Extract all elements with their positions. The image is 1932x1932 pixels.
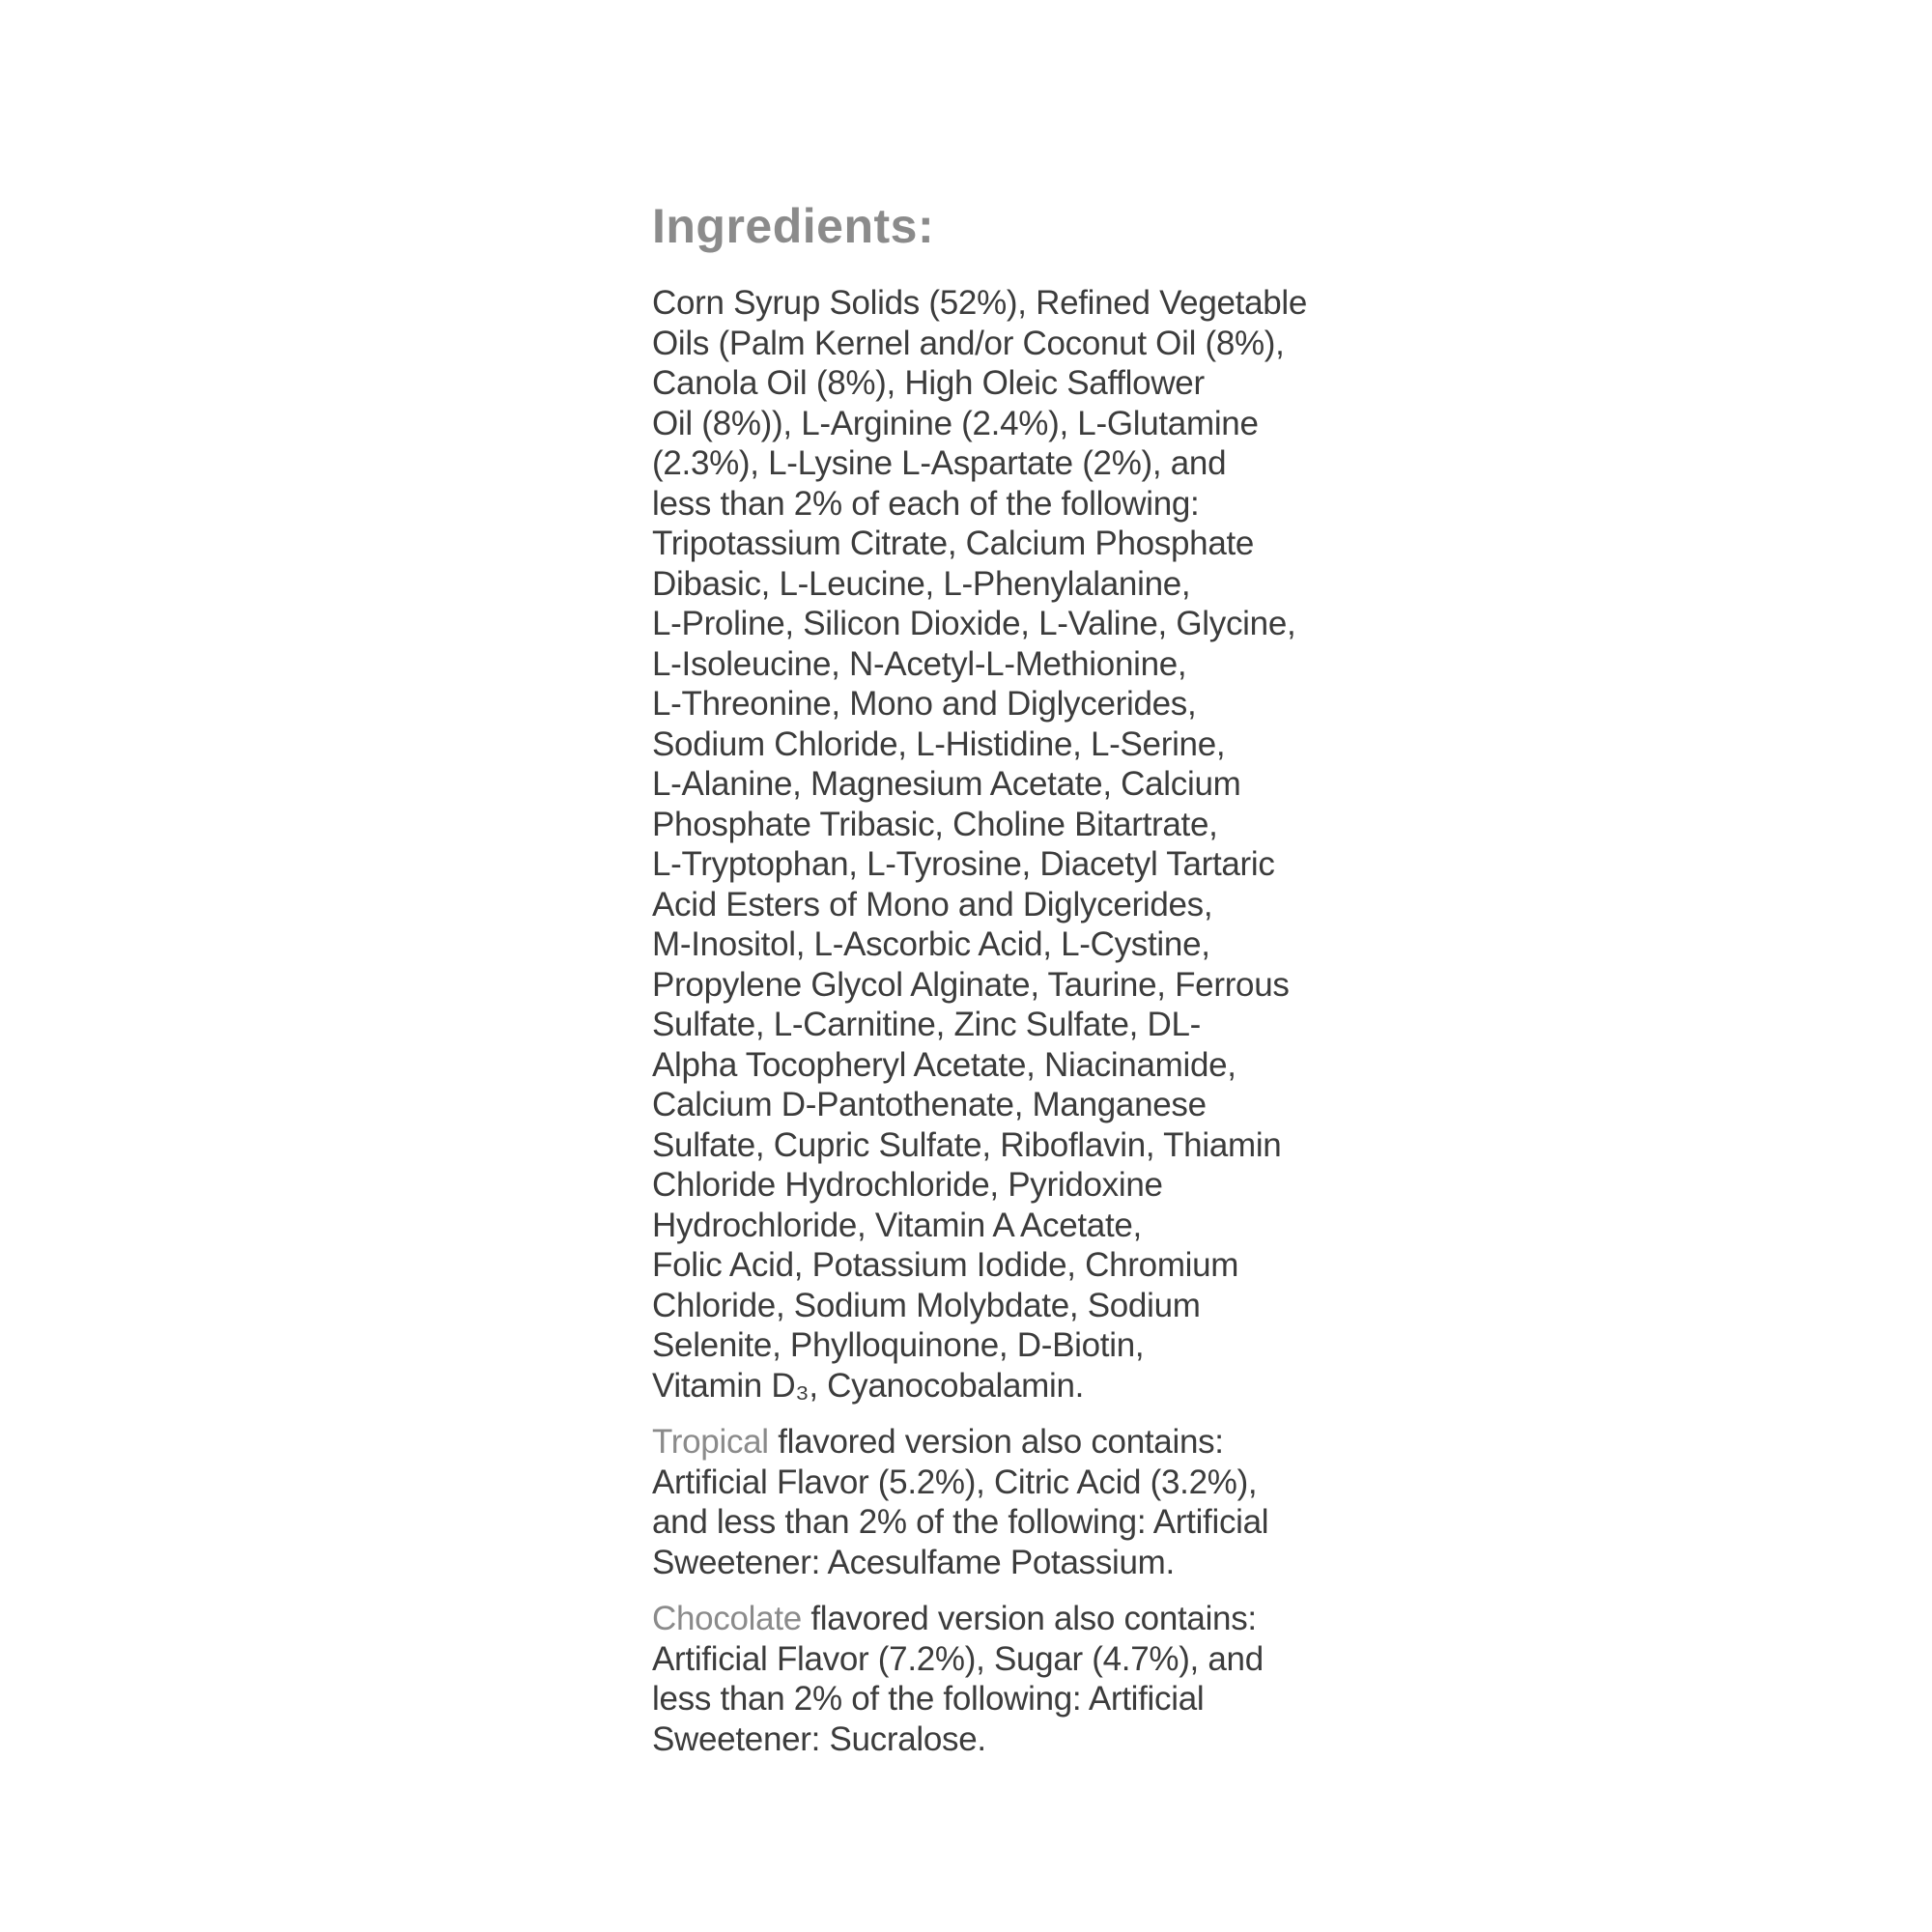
ingredients-line: Folic Acid, Potassium Iodide, Chromium xyxy=(652,1246,1239,1284)
tropical-flavor-paragraph xyxy=(652,1422,1386,1582)
ingredients-line: Phosphate Tribasic, Choline Bitartrate, xyxy=(652,805,1218,843)
flavor-line: Artificial Flavor (7.2%), Sugar (4.7%), and xyxy=(652,1639,1264,1678)
ingredients-line: L-Alanine, Magnesium Acetate, Calcium xyxy=(652,765,1241,803)
ingredients-line: less than 2% of each of the following: xyxy=(652,484,1200,523)
ingredients-line: Dibasic, L-Leucine, L-Phenylalanine, xyxy=(652,564,1191,603)
ingredients-line: Calcium D-Pantothenate, Manganese xyxy=(652,1086,1207,1123)
ingredients-heading: Ingredients: xyxy=(652,199,935,253)
ingredients-line: Chloride Hydrochloride, Pyridoxine xyxy=(652,1166,1163,1204)
flavor-line: and less than 2% of the following: Artificial xyxy=(652,1503,1269,1541)
ingredients-line: Oil (8%)), L-Arginine (2.4%), L-Glutamine xyxy=(652,404,1259,442)
ingredients-line: L-Isoleucine, N-Acetyl-L-Methionine, xyxy=(652,644,1187,683)
ingredients-line: Tripotassium Citrate, Calcium Phosphate xyxy=(652,525,1255,562)
ingredients-line: Propylene Glycol Alginate, Taurine, Ferrous xyxy=(652,965,1290,1004)
flavor-line: Sweetener: Sucralose. xyxy=(652,1719,986,1758)
ingredients-line: Sulfate, Cupric Sulfate, Riboflavin, Thiamin xyxy=(652,1125,1282,1164)
ingredients-line: Corn Syrup Solids (52%), Refined Vegetable xyxy=(652,284,1308,322)
ingredients-line: L-Threonine, Mono and Diglycerides, xyxy=(652,685,1197,723)
flavor-intro-rest: flavored version also contains: xyxy=(768,1423,1224,1461)
flavor-intro-line xyxy=(652,1422,1386,1463)
flavor-line: less than 2% of the following: Artificial xyxy=(652,1680,1205,1718)
flavor-intro-line xyxy=(652,1599,1386,1639)
ingredients-line: Sodium Chloride, L-Histidine, L-Serine, xyxy=(652,724,1226,763)
ingredients-line: Oils (Palm Kernel and/or Coconut Oil (8%), xyxy=(652,324,1285,362)
flavor-intro-rest: flavored version also contains: xyxy=(801,1600,1257,1637)
ingredients-line: Selenite, Phylloquinone, D-Biotin, xyxy=(652,1326,1145,1364)
ingredients-line: Alpha Tocopheryl Acetate, Niacinamide, xyxy=(652,1045,1236,1084)
ingredients-label xyxy=(652,197,1386,1759)
ingredients-line: Hydrochloride, Vitamin A Acetate, xyxy=(652,1206,1142,1244)
ingredients-line: Canola Oil (8%), High Oleic Safflower xyxy=(652,364,1205,402)
ingredients-line: Vitamin D₃, Cyanocobalamin. xyxy=(652,1366,1085,1405)
flavor-name: Chocolate xyxy=(652,1600,802,1637)
flavor-name: Tropical xyxy=(652,1423,769,1461)
ingredients-line: (2.3%), L-Lysine L-Aspartate (2%), and xyxy=(652,444,1227,482)
ingredients-line: Sulfate, L-Carnitine, Zinc Sulfate, DL- xyxy=(652,1006,1202,1043)
ingredients-line: Acid Esters of Mono and Diglycerides, xyxy=(652,885,1213,923)
chocolate-flavor-paragraph xyxy=(652,1599,1386,1759)
flavor-line: Sweetener: Acesulfame Potassium. xyxy=(652,1543,1175,1581)
ingredients-line: M-Inositol, L-Ascorbic Acid, L-Cystine, xyxy=(652,925,1210,963)
flavor-line: Artificial Flavor (5.2%), Citric Acid (3.2%), xyxy=(652,1463,1258,1501)
ingredients-list-paragraph xyxy=(652,283,1386,1406)
ingredients-line: Chloride, Sodium Molybdate, Sodium xyxy=(652,1286,1201,1324)
ingredients-line: L-Proline, Silicon Dioxide, L-Valine, Glycine, xyxy=(652,605,1296,642)
ingredients-line: L-Tryptophan, L-Tyrosine, Diacetyl Tartaric xyxy=(652,845,1275,883)
